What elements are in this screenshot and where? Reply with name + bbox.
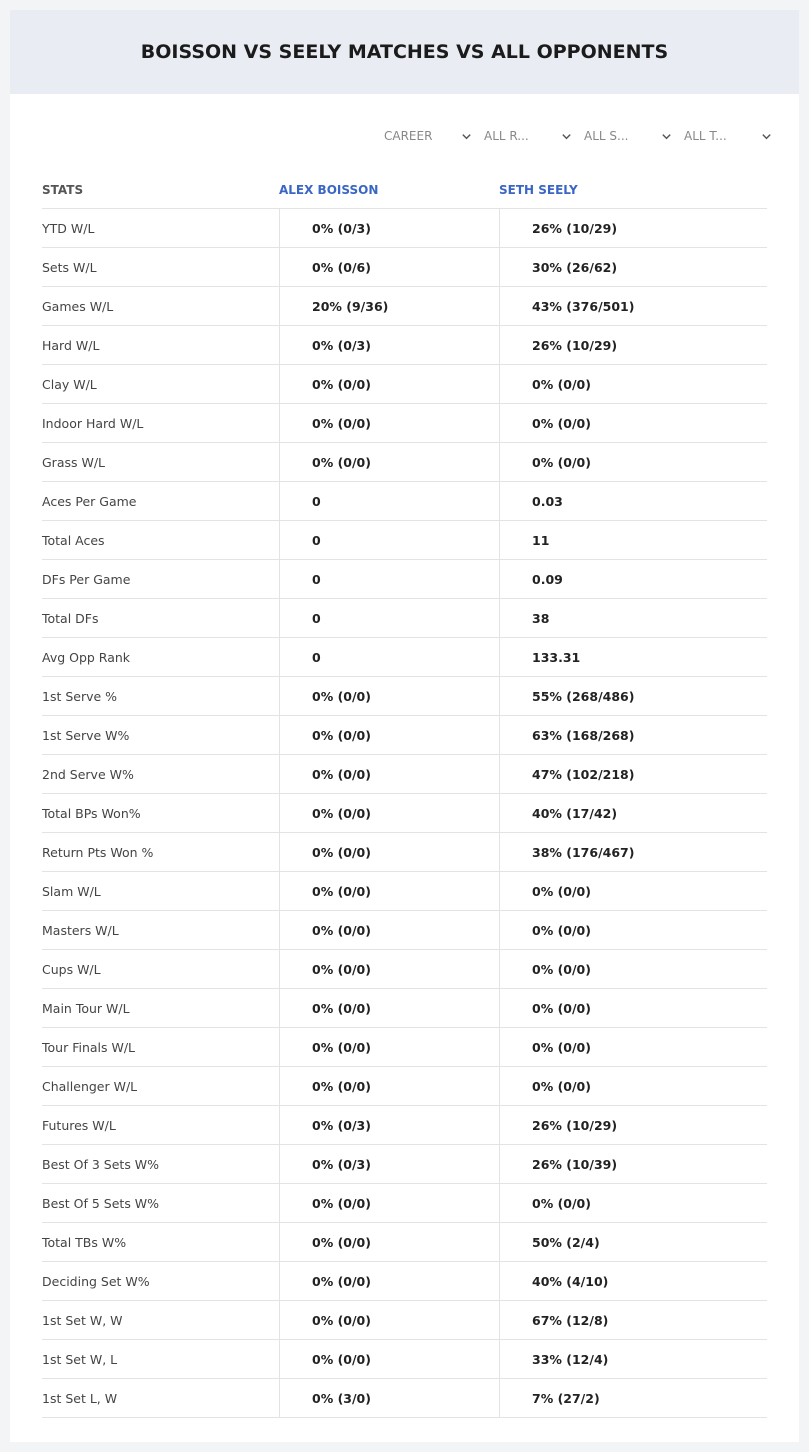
player1-value: 0% (0/0) [280, 404, 500, 443]
player2-value: 40% (17/42) [500, 794, 768, 833]
player2-value: 0% (0/0) [500, 911, 768, 950]
player2-value: 0% (0/0) [500, 365, 768, 404]
card-header [10, 10, 799, 94]
stat-name: Best Of 5 Sets W% [42, 1184, 280, 1223]
table-row [42, 560, 767, 599]
column-headers [42, 172, 767, 208]
player2-value: 133.31 [500, 638, 768, 677]
stat-name: Total DFs [42, 599, 280, 638]
player2-value: 0.09 [500, 560, 768, 599]
table-row [42, 716, 767, 755]
column-header-stats: STATS [42, 183, 84, 197]
player2-value: 26% (10/39) [500, 1145, 768, 1184]
player2-value: 33% (12/4) [500, 1340, 768, 1379]
player1-value: 0% (0/0) [280, 443, 500, 482]
table-row [42, 677, 767, 716]
player2-value: 26% (10/29) [500, 1106, 768, 1145]
table-row [42, 638, 767, 677]
column-header-player2[interactable]: SETH SEELY [499, 183, 578, 197]
table-row [42, 950, 767, 989]
player2-value: 0% (0/0) [500, 443, 768, 482]
stat-name: Challenger W/L [42, 1067, 280, 1106]
filter-bar [382, 126, 782, 146]
table-row [42, 1145, 767, 1184]
table-row [42, 1340, 767, 1379]
chevron-down-icon [561, 131, 572, 142]
stat-name: Grass W/L [42, 443, 280, 482]
player2-value: 7% (27/2) [500, 1379, 768, 1418]
player2-value: 0% (0/0) [500, 404, 768, 443]
player2-value: 67% (12/8) [500, 1301, 768, 1340]
table-row [42, 482, 767, 521]
stat-name: 1st Set L, W [42, 1379, 280, 1418]
table-row [42, 209, 767, 248]
table-row [42, 404, 767, 443]
player1-value: 0% (0/0) [280, 950, 500, 989]
stats-card [10, 10, 799, 1442]
table-row [42, 287, 767, 326]
stat-name: Masters W/L [42, 911, 280, 950]
table-row [42, 1184, 767, 1223]
stat-name: Futures W/L [42, 1106, 280, 1145]
stat-name: Clay W/L [42, 365, 280, 404]
stat-name: Total Aces [42, 521, 280, 560]
stat-name: Total BPs Won% [42, 794, 280, 833]
table-row [42, 989, 767, 1028]
player1-value: 0 [280, 560, 500, 599]
chevron-down-icon [661, 131, 672, 142]
player1-value: 0% (0/0) [280, 755, 500, 794]
player1-value: 0% (0/0) [280, 1340, 500, 1379]
player1-value: 0 [280, 521, 500, 560]
table-row [42, 326, 767, 365]
player1-value: 0% (0/6) [280, 248, 500, 287]
stat-name: Games W/L [42, 287, 280, 326]
player2-value: 0% (0/0) [500, 872, 768, 911]
table-row [42, 1223, 767, 1262]
table-row [42, 755, 767, 794]
player1-value: 0% (3/0) [280, 1379, 500, 1418]
table-row [42, 1028, 767, 1067]
stat-name: 2nd Serve W% [42, 755, 280, 794]
player1-value: 0% (0/3) [280, 1145, 500, 1184]
player1-value: 0% (0/0) [280, 677, 500, 716]
player1-value: 0% (0/0) [280, 911, 500, 950]
player1-value: 0% (0/0) [280, 1184, 500, 1223]
player1-value: 0% (0/0) [280, 365, 500, 404]
column-header-player1[interactable]: ALEX BOISSON [279, 183, 379, 197]
stat-name: Slam W/L [42, 872, 280, 911]
table-row [42, 872, 767, 911]
player1-value: 0% (0/0) [280, 1301, 500, 1340]
stat-name: Hard W/L [42, 326, 280, 365]
table-row [42, 521, 767, 560]
filter-dropdown-2[interactable] [582, 126, 682, 146]
table-row [42, 365, 767, 404]
player1-value: 0% (0/0) [280, 1223, 500, 1262]
table-row [42, 248, 767, 287]
stat-name: Indoor Hard W/L [42, 404, 280, 443]
table-row [42, 833, 767, 872]
player2-value: 47% (102/218) [500, 755, 768, 794]
player1-value: 0% (0/0) [280, 1262, 500, 1301]
player1-value: 0% (0/3) [280, 326, 500, 365]
table-row [42, 911, 767, 950]
stat-name: 1st Set W, W [42, 1301, 280, 1340]
table-row [42, 599, 767, 638]
filter-label: ALL R... [484, 129, 529, 143]
player2-value: 0% (0/0) [500, 1067, 768, 1106]
stat-name: Best Of 3 Sets W% [42, 1145, 280, 1184]
player1-value: 0% (0/0) [280, 989, 500, 1028]
stat-name: Avg Opp Rank [42, 638, 280, 677]
player1-value: 0 [280, 638, 500, 677]
player2-value: 30% (26/62) [500, 248, 768, 287]
table-row [42, 1262, 767, 1301]
table-row [42, 1379, 767, 1418]
stat-name: Sets W/L [42, 248, 280, 287]
table-row [42, 794, 767, 833]
player2-value: 63% (168/268) [500, 716, 768, 755]
player2-value: 50% (2/4) [500, 1223, 768, 1262]
page-title: BOISSON VS SEELY MATCHES VS ALL OPPONENTS [140, 41, 669, 63]
player1-value: 0% (0/3) [280, 1106, 500, 1145]
player2-value: 43% (376/501) [500, 287, 768, 326]
player1-value: 20% (9/36) [280, 287, 500, 326]
filter-dropdown-1[interactable] [482, 126, 582, 146]
table-row [42, 443, 767, 482]
filter-label: ALL S... [584, 129, 629, 143]
stat-name: Aces Per Game [42, 482, 280, 521]
player2-value: 11 [500, 521, 768, 560]
chevron-down-icon [461, 131, 472, 142]
player2-value: 40% (4/10) [500, 1262, 768, 1301]
filter-label: ALL T... [684, 129, 727, 143]
stat-name: 1st Set W, L [42, 1340, 280, 1379]
stat-name: Main Tour W/L [42, 989, 280, 1028]
filter-dropdown-0[interactable] [382, 126, 482, 146]
player1-value: 0 [280, 482, 500, 521]
player2-value: 38% (176/467) [500, 833, 768, 872]
player1-value: 0% (0/3) [280, 209, 500, 248]
stat-name: Deciding Set W% [42, 1262, 280, 1301]
player1-value: 0% (0/0) [280, 1028, 500, 1067]
filter-label: CAREER [384, 129, 433, 143]
player1-value: 0% (0/0) [280, 716, 500, 755]
table-row [42, 1067, 767, 1106]
player1-value: 0% (0/0) [280, 872, 500, 911]
stat-name: DFs Per Game [42, 560, 280, 599]
stat-name: Cups W/L [42, 950, 280, 989]
player2-value: 0% (0/0) [500, 1184, 768, 1223]
chevron-down-icon [761, 131, 772, 142]
stats-table [42, 208, 767, 1418]
player1-value: 0% (0/0) [280, 833, 500, 872]
stat-name: YTD W/L [42, 209, 280, 248]
stat-name: Return Pts Won % [42, 833, 280, 872]
player2-value: 38 [500, 599, 768, 638]
table-row [42, 1106, 767, 1145]
player2-value: 0.03 [500, 482, 768, 521]
player1-value: 0 [280, 599, 500, 638]
player1-value: 0% (0/0) [280, 1067, 500, 1106]
player2-value: 0% (0/0) [500, 950, 768, 989]
stat-name: 1st Serve % [42, 677, 280, 716]
player2-value: 55% (268/486) [500, 677, 768, 716]
stat-name: Tour Finals W/L [42, 1028, 280, 1067]
player1-value: 0% (0/0) [280, 794, 500, 833]
player2-value: 0% (0/0) [500, 1028, 768, 1067]
stat-name: Total TBs W% [42, 1223, 280, 1262]
filter-dropdown-3[interactable] [682, 126, 782, 146]
player2-value: 26% (10/29) [500, 209, 768, 248]
stat-name: 1st Serve W% [42, 716, 280, 755]
table-row [42, 1301, 767, 1340]
player2-value: 26% (10/29) [500, 326, 768, 365]
player2-value: 0% (0/0) [500, 989, 768, 1028]
